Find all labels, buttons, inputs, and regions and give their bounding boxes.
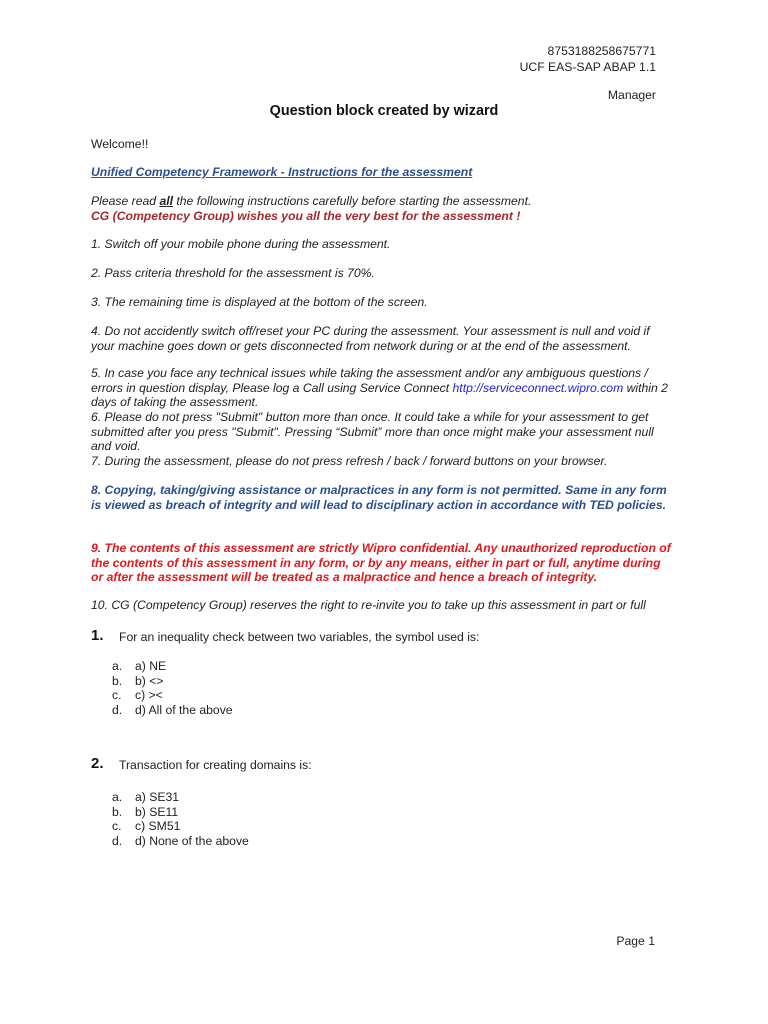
instruction-5-text: 5. In case you face any technical issues while taking the assessment and/or any ambiguous questions / errors in question display, Please log a Call using Service Connect (91, 366, 648, 395)
framework-heading-text: Unified Competency Framework - Instructions for the assessment (91, 165, 473, 179)
page-number: Page 1 (616, 934, 655, 948)
question-2-option-b[interactable]: b. b) SE11 (112, 804, 179, 819)
instruction-9: 9. The contents of this assessment are strictly Wipro confidential. Any unauthorized reproduction of the contents of this assessment in any form, or by any means, either in part or full, anytime during or after the assessment will be treated as a malpractice and hence a breach of integrity. (91, 541, 671, 585)
framework-heading (91, 165, 671, 180)
instruction-1: 1. Switch off your mobile phone during the assessment. (91, 237, 391, 251)
instruction-2: 2. Pass criteria threshold for the assessment is 70%. (91, 266, 375, 280)
intro-suffix: the following instructions carefully before starting the assessment. (173, 194, 532, 208)
role-label: Manager (607, 88, 656, 102)
question-1-text: For an inequality check between two variables, the symbol used is: (119, 630, 480, 644)
question-2-option-c[interactable]: c. c) SM51 (112, 819, 181, 833)
question-2-option-d[interactable]: d. d) None of the above (112, 833, 249, 848)
instruction-5 (91, 366, 671, 410)
question-2-number: 2. (91, 755, 104, 772)
question-2-options (112, 790, 249, 848)
course-name: UCF EAS-SAP ABAP 1.1 (519, 60, 656, 74)
instruction-7: 7. During the assessment, please do not press refresh / back / forward buttons on your browser. (91, 454, 608, 468)
intro-emphasis: all (159, 194, 173, 208)
instruction-4: 4. Do not accidently switch off/reset your PC during the assessment. Your assessment is null and void if your machine goes down or gets disconnected from network during or at the end of the assessment. (91, 324, 650, 353)
question-1-options (112, 659, 233, 717)
instruction-3: 3. The remaining time is displayed at the bottom of the screen. (91, 295, 428, 309)
welcome-text: Welcome!! (91, 137, 149, 151)
intro-paragraph (91, 194, 671, 223)
page-title: Question block created by wizard (269, 103, 499, 119)
question-1-option-c[interactable]: c. c) >< (112, 688, 163, 702)
service-connect-link[interactable]: http://serviceconnect.wipro.com (452, 380, 624, 395)
question-1-option-b[interactable]: b. b) <> (112, 673, 164, 688)
intro-prefix: Please read (91, 194, 160, 208)
question-1-option-d[interactable]: d. d) All of the above (112, 702, 233, 717)
wishes-text: CG (Competency Group) wishes you all the very best for the assessment ! (91, 208, 521, 223)
question-1-number: 1. (91, 627, 104, 644)
question-2-text: Transaction for creating domains is: (119, 758, 312, 772)
instruction-10: 10. CG (Competency Group) reserves the right to re-invite you to take up this assessment in part or full (91, 598, 646, 612)
document-id: 8753188258675771 (547, 44, 656, 58)
instruction-5-tail: within 2 days of taking the assessment. (91, 380, 668, 410)
instruction-8: 8. Copying, taking/giving assistance or malpractices in any form is not permitted. Same in any form is viewed as breach of integrity and will lead to disciplinary action in accordance with TED policies. (91, 483, 667, 512)
question-1-option-a[interactable]: a. a) NE (112, 659, 167, 673)
instruction-6: 6. Please do not press "Submit" button more than once. It could take a while for your assessment to get submitted after you press "Submit". Pressing “Submit” more than once might make your assessment null and void. (91, 410, 654, 454)
question-2-option-a[interactable]: a. a) SE31 (112, 790, 180, 804)
